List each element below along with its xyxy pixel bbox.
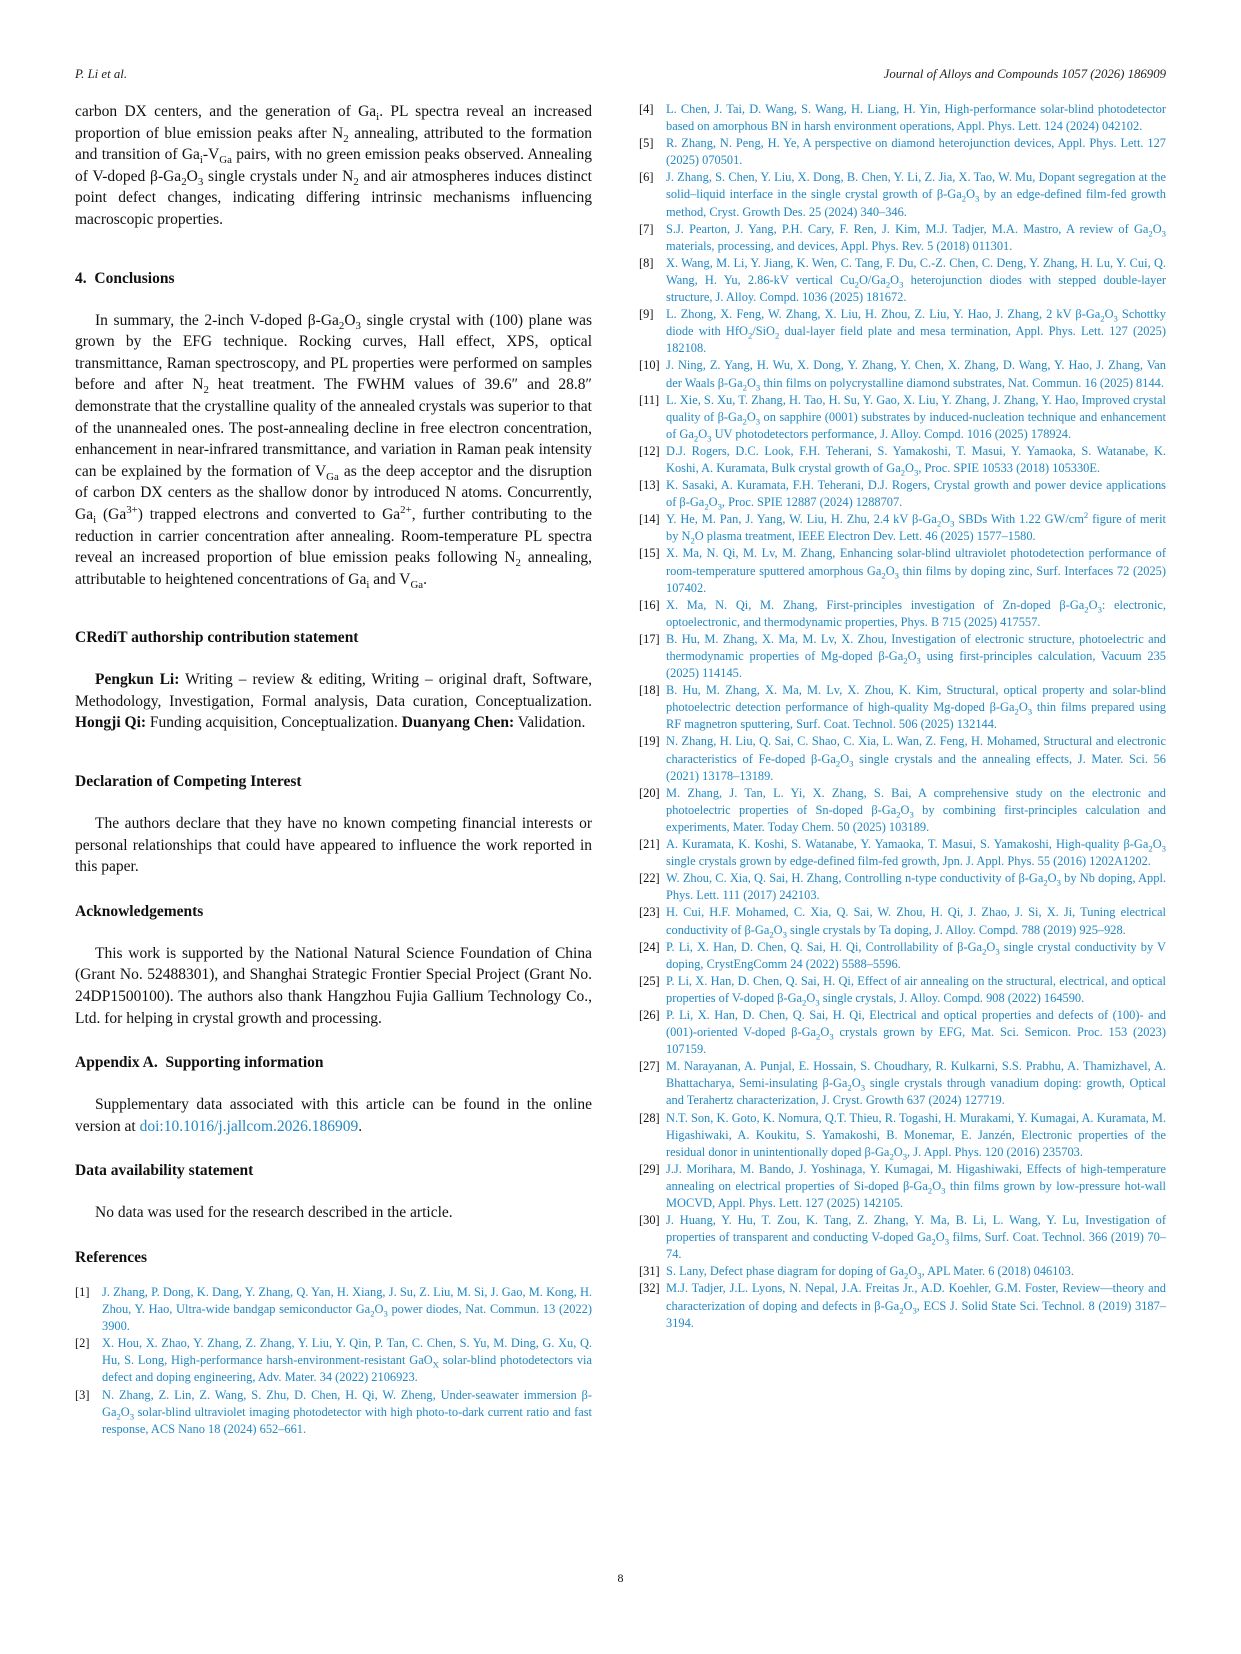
reference-number: [21] bbox=[639, 837, 660, 852]
doi-link[interactable]: doi:10.1016/j.jallcom.2026.186909 bbox=[139, 1117, 359, 1135]
reference-text[interactable]: N.T. Son, K. Goto, K. Nomura, Q.T. Thieu, R. Togashi, H. Murakami, Y. Kumagai, A. Kuramata, M. Higashiwaki, A. Koukitu, S. Yamakoshi, B. Monemar, E. Janzén, Electronic properties of the residual donor in unintentionally doped $\beta-Ga_2O_3$, J. Appl. Phys. 120 (2016) 235703. bbox=[666, 1110, 1166, 1162]
reference-number: [32] bbox=[639, 1281, 660, 1296]
reference-text[interactable]: P. Li, X. Han, D. Chen, Q. Sai, H. Qi, Electrical and optical properties and defects of (100)- and (001)-oriented V-doped $\beta-Ga_2O_3$ crystals grown by EFG, Mat. Sci. Semicon. Proc. 153 (2023) 107159. bbox=[666, 1007, 1166, 1057]
reference-text[interactable]: R. Zhang, N. Peng, H. Ye, A perspective on diamond heterojunction devices, Appl. Phys. Lett. 127 (2025) 070501. bbox=[666, 136, 1166, 168]
reference-text[interactable]: B. Hu, M. Zhang, X. Ma, M. Lv, X. Zhou, Investigation of electronic structure, photoelectric and thermodynamic properties of Mg-doped $\beta-Ga_2O_3$ using first-principles calculation, Vacuum 235 (2025) 114145. bbox=[666, 631, 1166, 681]
credit-paragraph: Pengkun Li: Writing – review & editing, Writing – original draft, Software, Methodology, Investigation, Formal analysis, Data curation, Conceptualization. Hongji Qi: Funding acquisition, Conceptualization. Duanyang Chen: Validation. bbox=[75, 671, 592, 732]
reference-text[interactable]: K. Sasaki, A. Kuramata, F.H. Teherani, D.J. Rogers, Crystal growth and power device applications of $\beta-Ga_2O_3$, Proc. SPIE 12887 (2024) 1288707. bbox=[666, 478, 1166, 512]
reference-number: [5] bbox=[639, 136, 654, 151]
reference-text[interactable]: P. Li, X. Han, D. Chen, Q. Sai, H. Qi, Controllability of $\beta-Ga_2O_3$ single crystal conductivity by V doping, CrystEngComm 24 (2022) 5588–5596. bbox=[666, 939, 1167, 971]
reference-text[interactable]: P. Li, X. Han, D. Chen, Q. Sai, H. Qi, Effect of air annealing on the structural, electrical, and optical properties of V-doped $\beta-Ga_2O_3$ single crystals, J. Alloy. Compd. 908 (2022) 164590. bbox=[666, 973, 1166, 1008]
reference-number: [14] bbox=[639, 512, 660, 527]
reference-number: [25] bbox=[639, 973, 660, 988]
reference-text[interactable]: L. Xie, S. Xu, T. Zhang, H. Tao, H. Su, Y. Gao, X. Liu, Y. Zhang, J. Zhang, Y. Hao, Improved crystal quality of $\beta-Ga_2O_3$ on sapphire (0001) substrates by induced-nucleation technique and enhancement of $Ga_2O_3$ UV photodetectors performance, J. Alloy. Compd. 1016 (2025) 178924. bbox=[666, 392, 1166, 444]
reference-text[interactable]: A. Kuramata, K. Koshi, S. Watanabe, Y. Yamaoka, T. Masui, S. Yamakoshi, High-quality $\beta-Ga_2O_3$ single crystals grown by edge-defined film-fed growth, Jpn. J. Appl. Phys. 55 (2016) 1202A1202. bbox=[666, 837, 1166, 869]
reference-number: [26] bbox=[639, 1007, 660, 1022]
reference-item bbox=[639, 870, 1166, 904]
reference-text[interactable]: J.J. Morihara, M. Bando, J. Yoshinaga, Y. Kumagai, M. Higashiwaki, Effects of high-temperature annealing on electrical properties of Si-doped $\beta-Ga_2O_3$ thin films grown by low-pressure hot-wall MOCVD, Appl. Phys. Lett. 127 (2025) 142105. bbox=[666, 1161, 1166, 1210]
reference-number: [8] bbox=[639, 255, 654, 270]
reference-number: [2] bbox=[75, 1336, 90, 1351]
reference-number: [22] bbox=[639, 871, 660, 886]
data-availability-paragraph: No data was used for the research described in the article. bbox=[95, 1204, 453, 1222]
reference-text[interactable]: M. Narayanan, A. Punjal, E. Hossain, S. Choudhary, R. Kulkarni, S.S. Prabhu, A. Thamizhavel, A. Bhattacharya, Semi-insulating $\beta-Ga_2O_3$ single crystals through vanadium doping: growth, Optical and Terahertz characterization, J. Cryst. Growth 637 (2024) 127719. bbox=[666, 1059, 1166, 1108]
reference-item bbox=[639, 597, 1166, 631]
reference-text[interactable]: W. Zhou, C. Xia, Q. Sai, H. Zhang, Controlling n-type conductivity of $\beta-Ga_2O_3$ by Nb doping, Appl. Phys. Lett. 111 (2017) 242103. bbox=[666, 871, 1166, 903]
reference-number: [12] bbox=[639, 443, 660, 458]
reference-number: [29] bbox=[639, 1161, 660, 1176]
reference-text[interactable]: J. Zhang, P. Dong, K. Dang, Y. Zhang, Q. Yan, H. Xiang, J. Su, Z. Liu, M. Si, J. Gao, M. Kong, H. Zhou, Y. Hao, Ultra-wide bandgap semiconductor $Ga_2O_3$ power diodes, Nat. Commun. 13 (2022) 3900. bbox=[102, 1285, 593, 1334]
reference-text[interactable]: M. Zhang, J. Tan, L. Yi, X. Zhang, S. Bai, A comprehensive study on the electronic and photoelectric properties of Sn-doped $\beta-Ga_2O_3$ by combining first-principles calculation and experiments, Mater. Today Chem. 50 (2025) 103189. bbox=[666, 785, 1166, 834]
page-header bbox=[75, 67, 1166, 82]
reference-number: [11] bbox=[639, 392, 660, 407]
references-list-right bbox=[639, 101, 1166, 1332]
reference-item bbox=[639, 477, 1166, 511]
reference-item bbox=[639, 1280, 1166, 1331]
appendix-text-after-link: . bbox=[358, 1117, 363, 1135]
reference-number: [23] bbox=[639, 905, 660, 920]
reference-number: [30] bbox=[639, 1213, 660, 1228]
reference-text[interactable]: X. Wang, M. Li, Y. Jiang, K. Wen, C. Tang, F. Du, C.-Z. Chen, C. Deng, Y. Zhang, H. Lu, Y. Cui, Q. Wang, H. Yu, 2.86-kV vertical $Cu_2O/Ga_2O_3$ heterojunction diodes with stepped double-layer structure, J. Alloy. Compd. 1036 (2025) 181672. bbox=[666, 255, 1166, 305]
acknowledgements-paragraph: This work is supported by the National Natural Science Foundation of China (Grant No. 52488301), and Shanghai Strategic Frontier Special Project (Grant No. 24DP1500100). The authors also thank Hangzhou Fujia Gallium Technology Co., Ltd. for helping in crystal growth and processing. bbox=[75, 944, 592, 1027]
reference-number: [3] bbox=[75, 1387, 90, 1402]
reference-item bbox=[639, 101, 1166, 135]
reference-item bbox=[639, 306, 1166, 357]
reference-number: [13] bbox=[639, 478, 660, 493]
reference-item bbox=[639, 904, 1166, 938]
declaration-heading: Declaration of Competing Interest bbox=[75, 773, 302, 791]
reference-item bbox=[639, 545, 1166, 596]
reference-item bbox=[639, 785, 1166, 836]
reference-number: [4] bbox=[639, 102, 654, 116]
reference-number: [15] bbox=[639, 546, 660, 561]
reference-item bbox=[639, 1212, 1166, 1263]
reference-item bbox=[75, 1387, 592, 1438]
reference-item bbox=[639, 169, 1166, 220]
acknowledgements-heading: Acknowledgements bbox=[75, 902, 204, 920]
reference-number: [31] bbox=[639, 1264, 660, 1279]
reference-item bbox=[639, 682, 1166, 733]
right-column bbox=[639, 101, 1166, 1332]
appendix-heading: Appendix A. Supporting information bbox=[75, 1054, 324, 1072]
reference-number: [10] bbox=[639, 358, 660, 373]
reference-text[interactable]: B. Hu, M. Zhang, X. Ma, M. Lv, X. Zhou, K. Kim, Structural, optical property and solar-blind photoelectric detection performance of high-quality Mg-doped $\beta-Ga_2O_3$ thin films prepared using RF magnetron sputtering, Surf. Coat. Technol. 506 (2025) 132144. bbox=[666, 683, 1166, 732]
reference-text[interactable]: X. Ma, N. Qi, M. Zhang, First-principles investigation of Zn-doped $\beta-Ga_2O_3$: electronic, optoelectronic, and thermodynamic properties, Phys. B 715 (2025) 417557. bbox=[666, 597, 1166, 629]
reference-number: [18] bbox=[639, 683, 660, 698]
reference-item bbox=[639, 135, 1166, 169]
reference-number: [20] bbox=[639, 785, 660, 800]
reference-item bbox=[75, 1335, 592, 1386]
appendix-text-before-link: Supplementary data associated with this article can be found in the online version at bbox=[75, 1096, 592, 1135]
data-availability-heading: Data availability statement bbox=[75, 1162, 254, 1180]
reference-item bbox=[75, 1284, 592, 1335]
reference-text[interactable]: S.J. Pearton, J. Yang, P.H. Cary, F. Ren, J. Kim, M.J. Tadjer, M.A. Mastro, A review of $Ga_2O_3$ materials, processing, and devices, Appl. Phys. Rev. 5 (2018) 011301. bbox=[666, 221, 1166, 253]
reference-text[interactable]: M.J. Tadjer, J.L. Lyons, N. Nepal, J.A. Freitas Jr., A.D. Koehler, G.M. Foster, Review—theory and characterization of doping and defects in $\beta-Ga_2O_3$, ECS J. Solid State Sci. Technol. 8 (2019) 3187–3194. bbox=[666, 1281, 1166, 1330]
reference-text[interactable]: D.J. Rogers, D.C. Look, F.H. Teherani, S. Yamakoshi, T. Masui, Y. Yamaoka, S. Watanabe, K. Koshi, A. Kuramata, Bulk crystal growth of $Ga_2O_3$, Proc. SPIE 10533 (2018) 105330E. bbox=[666, 443, 1166, 478]
reference-text[interactable]: N. Zhang, Z. Lin, Z. Wang, S. Zhu, D. Chen, H. Qi, W. Zheng, Under-seawater immersion $\beta-Ga_2O_3$ solar-blind ultraviolet imaging photodetector with high photo-to-dark current ratio and fast response, ACS Nano 18 (2024) 652–661. bbox=[102, 1387, 592, 1436]
references-heading: References bbox=[75, 1249, 148, 1266]
reference-item bbox=[639, 1007, 1166, 1058]
reference-text[interactable]: X. Hou, X. Zhao, Y. Zhang, Z. Zhang, Y. Liu, Y. Qin, P. Tan, C. Chen, S. Yu, M. Ding, G. Xu, Q. Hu, S. Long, High-performance harsh-environment-resistant GaO$_X$ solar-blind photodetectors via defect and doping engineering, Adv. Mater. 34 (2022) 2106923. bbox=[102, 1336, 592, 1385]
header-journal-citation: Journal of Alloys and Compounds 1057 (2026) 186909 bbox=[883, 67, 1166, 81]
reference-number: [9] bbox=[639, 307, 654, 322]
reference-item bbox=[639, 1263, 1166, 1280]
reference-number: [24] bbox=[639, 939, 660, 954]
reference-text[interactable]: L. Zhong, X. Feng, W. Zhang, X. Liu, H. Zhou, Z. Liu, Y. Hao, J. Zhang, 2 kV $\beta-Ga_2O_3$ Schottky diode with HfO$_2$/SiO$_2$ dual-layer field plate and mesa termination, Appl. Phys. Lett. 127 (2025) 182108. bbox=[666, 307, 1166, 356]
reference-number: [28] bbox=[639, 1110, 660, 1125]
reference-text[interactable]: J. Huang, Y. Hu, T. Zou, K. Tang, Z. Zhang, Y. Ma, B. Li, L. Wang, Y. Lu, Investigation of properties of transparent and conducting V-doped $Ga_2O_3$ films, Surf. Coat. Technol. 366 (2019) 70–74. bbox=[666, 1213, 1166, 1262]
conclusions-heading: 4. Conclusions bbox=[75, 269, 175, 287]
page-number: 8 bbox=[617, 1571, 624, 1585]
reference-item bbox=[639, 511, 1166, 545]
reference-item bbox=[639, 357, 1166, 391]
reference-number: [27] bbox=[639, 1059, 660, 1074]
left-column bbox=[75, 101, 592, 1438]
reference-number: [1] bbox=[75, 1285, 90, 1299]
reference-text[interactable]: J. Zhang, S. Chen, Y. Liu, X. Dong, B. Chen, Y. Li, Z. Jia, X. Tao, W. Mu, Dopant segregation at the solid–liquid interface in the single crystal growth of $\beta-Ga_2O_3$ by an edge-defined film-fed growth method, Cryst. Growth Des. 25 (2024) 340–346. bbox=[666, 170, 1166, 219]
reference-item bbox=[639, 836, 1166, 870]
reference-number: [17] bbox=[639, 631, 660, 646]
reference-item bbox=[639, 631, 1166, 682]
reference-item bbox=[639, 973, 1166, 1007]
reference-text[interactable]: S. Lany, Defect phase diagram for doping of $Ga_2O_3$, APL Mater. 6 (2018) 046103. bbox=[666, 1264, 1074, 1281]
reference-item bbox=[639, 392, 1166, 443]
reference-item bbox=[639, 939, 1166, 973]
reference-text[interactable]: H. Cui, H.F. Mohamed, C. Xia, Q. Sai, W. Zhou, H. Qi, J. Zhao, J. Si, X. Ji, Tuning electrical conductivity of $\beta-Ga_2O_3$ single crystals by Ta doping, J. Alloy. Compd. 788 (2019) 925–928. bbox=[666, 905, 1166, 939]
reference-number: [19] bbox=[639, 734, 660, 749]
reference-item bbox=[639, 443, 1166, 477]
reference-item bbox=[639, 221, 1166, 255]
reference-item bbox=[639, 255, 1166, 306]
reference-item bbox=[639, 733, 1166, 784]
references-list-left bbox=[75, 1284, 592, 1438]
reference-number: [7] bbox=[639, 221, 654, 236]
intro-paragraph: carbon DX centers, and the generation of $Ga_i$. PL spectra reveal an increased proportion of blue emission peaks after $N_2$ annealing, attributed to the formation and transition of $Ga_i-V_{Ga}$ pairs, with no green emission peaks observed. Annealing of V-doped $\beta-Ga_2O_3$ single crystals under $N_2$ and air atmospheres induces distinct point defect changes, indicating differing intrinsic mechanisms influencing macroscopic properties. bbox=[75, 103, 592, 228]
reference-text[interactable]: Y. He, M. Pan, J. Yang, W. Liu, H. Zhu, 2.4 kV $\beta-Ga_2O_3$ SBDs With 1.22 $GW/cm^2$ figure of merit by $N_2O$ plasma treatment, IEEE Electron Dev. Lett. 46 (2025) 1577–1580. bbox=[666, 510, 1166, 546]
reference-number: [16] bbox=[639, 597, 660, 612]
conclusions-paragraph: In summary, the 2-inch V-doped $\beta-Ga_2O_3$ single crystal with (100) plane was grown by the EFG technique. Rocking curves, Hall effect, XPS, optical transmittance, Raman spectroscopy, and PL properties were performed on samples before and after $N_2$ heat treatment. The FWHM values of 39.6″ and 28.8″ demonstrate that the crystalline quality of the annealed crystals was superior to that of the unannealed ones. The post-annealing decline in free electron concentration, enhancement in near-infrared transmittance, and variation in Raman peak intensity can be explained by the formation of $V_{Ga}$ as the deep acceptor and the disruption of carbon DX centers as the shallow donor by introduced N atoms. Concurrently, $Ga_i$ $(Ga^{3+})$ trapped electrons and converted to $Ga^{2+}$, further contributing to the reduction in carrier concentration after annealing. Room-temperature PL spectra reveal an increased proportion of blue emission peaks following $N_2$ annealing, attributable to heightened concentrations of $Ga_i$ and $V_{Ga}$. bbox=[75, 311, 593, 591]
reference-number: [6] bbox=[639, 170, 654, 185]
reference-item bbox=[639, 1058, 1166, 1109]
header-running-authors: P. Li et al. bbox=[75, 67, 128, 81]
reference-item bbox=[639, 1110, 1166, 1161]
appendix-paragraph bbox=[75, 1094, 592, 1137]
credit-heading: CRediT authorship contribution statement bbox=[75, 629, 359, 647]
declaration-paragraph: The authors declare that they have no known competing financial interests or personal relationships that could have appeared to influence the work reported in this paper. bbox=[75, 815, 592, 876]
reference-text[interactable]: N. Zhang, H. Liu, Q. Sai, C. Shao, C. Xia, L. Wan, Z. Feng, H. Mohamed, Structural and electronic characteristics of Fe-doped $\beta-Ga_2O_3$ single crystals and the annealing effects, J. Mater. Sci. 56 (2021) 13178–13189. bbox=[666, 734, 1167, 783]
reference-item bbox=[639, 1161, 1166, 1212]
reference-text[interactable]: X. Ma, N. Qi, M. Lv, M. Zhang, Enhancing solar-blind ultraviolet photodetection performance of room-temperature sputtered amorphous $Ga_2O_3$ thin films by doping zinc, Surf. Interfaces 72 (2025) 107402. bbox=[666, 546, 1166, 595]
reference-text[interactable]: J. Ning, Z. Yang, H. Wu, X. Dong, Y. Zhang, Y. Chen, X. Zhang, D. Wang, Y. Hao, J. Zhang, Van der Waals $\beta-Ga_2O_3$ thin films on polycrystalline diamond substrates, Nat. Commun. 16 (2025) 8144. bbox=[666, 358, 1166, 392]
reference-text[interactable]: L. Chen, J. Tai, D. Wang, S. Wang, H. Liang, H. Yin, High-performance solar-blind photodetector based on amorphous BN in harsh environment operations, Appl. Phys. Lett. 124 (2024) 042102. bbox=[666, 102, 1166, 134]
